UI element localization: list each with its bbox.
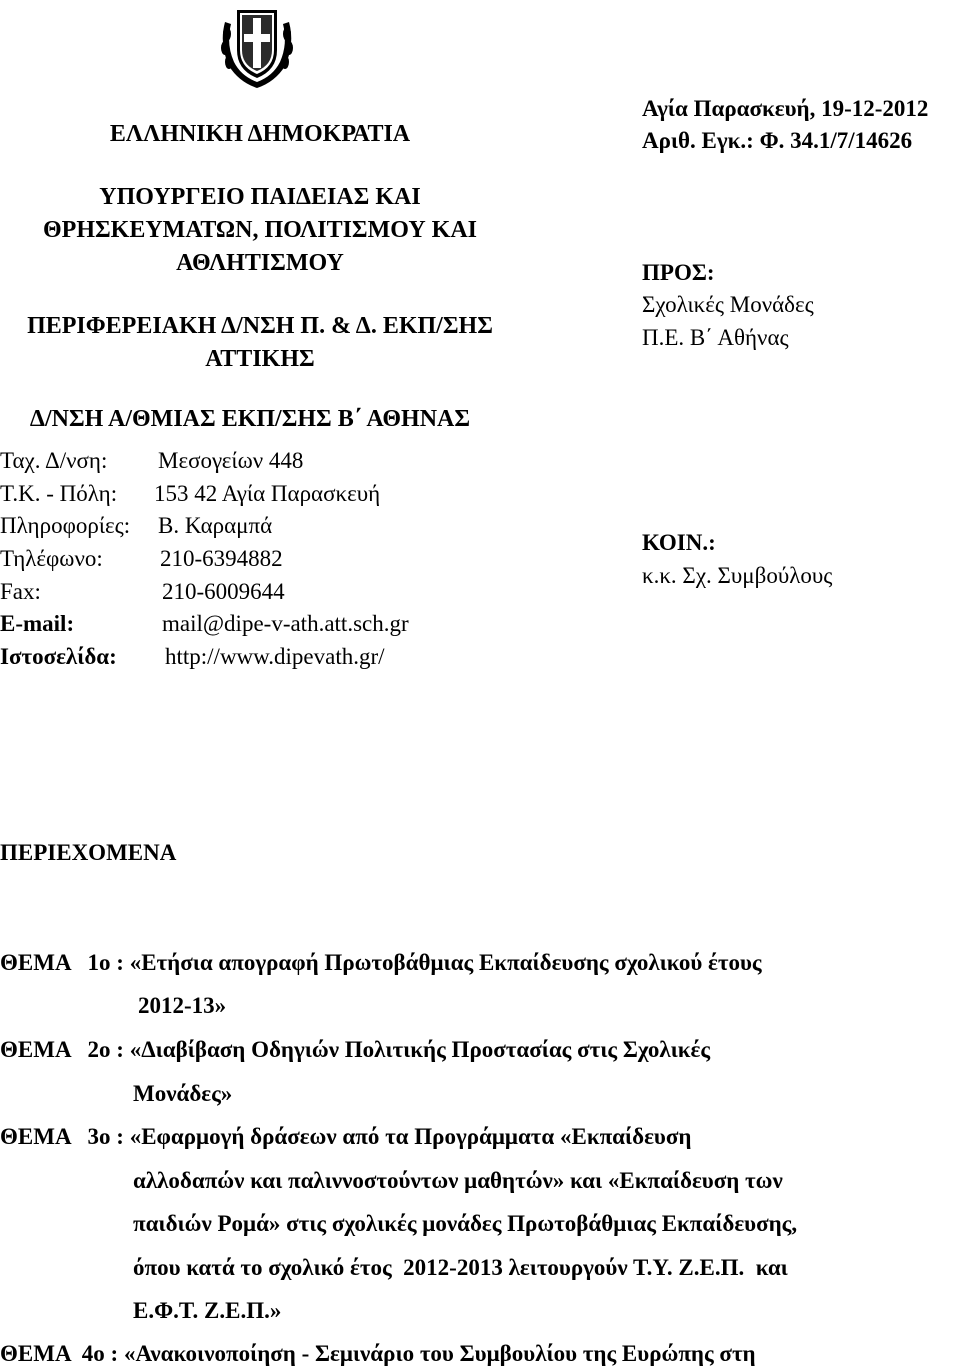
- website-link[interactable]: http://www.dipevath.gr/: [165, 644, 385, 669]
- cc-value: κ.κ. Σχ. Συμβούλους: [642, 563, 833, 588]
- protocol-number: Αριθ. Εγκ.: Φ. 34.1/7/14626: [642, 128, 913, 153]
- fax-value: 210-6009644: [162, 579, 285, 604]
- fax-label: Fax:: [0, 579, 41, 604]
- topic-3-line-2: αλλοδαπών και παλιννοστούντων μαθητών» και «Εκπαίδευση των: [133, 1168, 783, 1193]
- topic-3-line-3: παιδιών Ρομά» στις σχολικές μονάδες Πρωτοβάθμιας Εκπαίδευσης,: [133, 1211, 798, 1236]
- email-label: E-mail:: [0, 611, 75, 636]
- recipients-label: ΠΡΟΣ:: [642, 260, 715, 285]
- info-value: Β. Καραμπά: [158, 513, 273, 538]
- contents-heading: ΠΕΡΙΕΧΟΜΕΝΑ: [0, 840, 177, 865]
- ministry-line-3: ΑΘΛΗΤΙΣΜΟΥ: [176, 250, 344, 276]
- topic-3-line-1: ΘΕΜΑ 3ο : «Εφαρμογή δράσεων από τα Προγράμματα «Εκπαίδευση: [0, 1124, 692, 1149]
- region-line-1: ΠΕΡΙΦΕΡΕΙΑΚΗ Δ/ΝΣΗ Π. & Δ. ΕΚΠ/ΣΗΣ: [27, 313, 493, 339]
- country-name: ΕΛΛΗΝΙΚΗ ΔΗΜΟΚΡΑΤΙΑ: [109, 121, 411, 147]
- topic-4-line-1: ΘΕΜΑ 4ο : «Ανακοινοποίηση - Σεμινάριο του Συμβουλίου της Ευρώπης στη: [0, 1341, 756, 1366]
- ministry-line-1: ΥΠΟΥΡΓΕΙΟ ΠΑΙΔΕΙΑΣ ΚΑΙ: [99, 184, 421, 210]
- address-label: Ταχ. Δ/νση:: [0, 448, 108, 473]
- region-line-2: ΑΤΤΙΚΗΣ: [205, 346, 315, 372]
- phone-value: 210-6394882: [160, 546, 283, 571]
- topic-3-line-5: Ε.Φ.Τ. Ζ.Ε.Π.»: [133, 1298, 282, 1323]
- place-date: Αγία Παρασκευή, 19-12-2012: [642, 96, 929, 121]
- email-link[interactable]: mail@dipe-v-ath.att.sch.gr: [162, 611, 409, 636]
- cc-label: ΚΟΙΝ.:: [642, 530, 716, 555]
- greek-coat-of-arms-icon: [215, 4, 299, 90]
- ministry-line-2: ΘΡΗΣΚΕΥΜΑΤΩΝ, ΠΟΛΙΤΙΣΜΟΥ ΚΑΙ: [42, 217, 477, 243]
- website-label: Ιστοσελίδα:: [0, 644, 117, 669]
- topic-3-line-4: όπου κατά το σχολικό έτος 2012-2013 λειτουργούν Τ.Υ. Ζ.Ε.Π. και: [133, 1255, 788, 1280]
- phone-label: Τηλέφωνο:: [0, 546, 103, 571]
- postcode-value: 153 42 Αγία Παρασκευή: [154, 481, 381, 506]
- recipients-line-1: Σχολικές Μονάδες: [642, 292, 814, 317]
- topic-1-line-1: ΘΕΜΑ 1ο : «Ετήσια απογραφή Πρωτοβάθμιας Εκπαίδευσης σχολικού έτους: [0, 950, 762, 975]
- postcode-label: Τ.Κ. - Πόλη:: [0, 481, 118, 506]
- recipients-line-2: Π.Ε. Β΄ Αθήνας: [642, 325, 789, 350]
- topic-2-line-1: ΘΕΜΑ 2ο : «Διαβίβαση Οδηγιών Πολιτικής Προστασίας στις Σχολικές: [0, 1037, 711, 1062]
- directorate: Δ/ΝΣΗ Α/ΘΜΙΑΣ ΕΚΠ/ΣΗΣ Β΄ ΑΘΗΝΑΣ: [29, 406, 471, 432]
- address-value: Μεσογείων 448: [158, 448, 304, 473]
- topic-2-line-2: Μονάδες»: [133, 1081, 233, 1106]
- topic-1-line-2: 2012-13»: [138, 993, 227, 1018]
- info-label: Πληροφορίες:: [0, 513, 131, 538]
